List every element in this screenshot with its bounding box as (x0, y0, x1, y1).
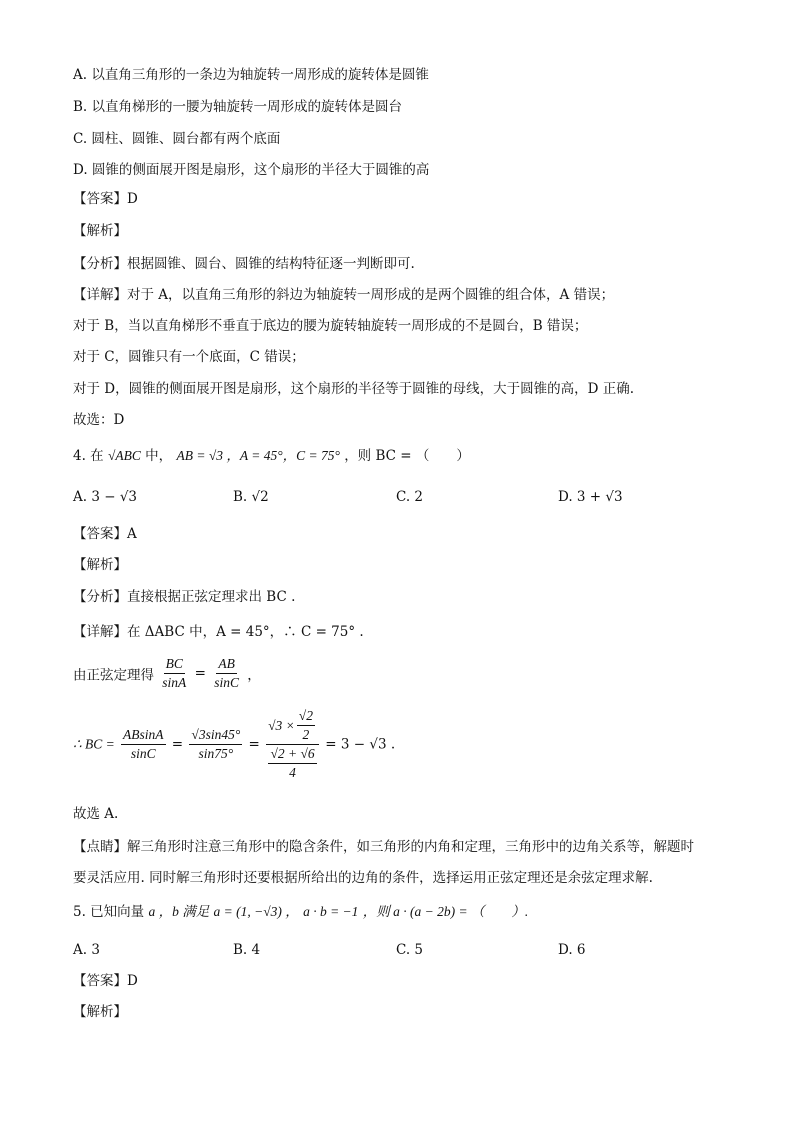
q3-xiangjie-line (73, 286, 614, 304)
equals-sign: = (171, 736, 184, 753)
calc-f1-den: sinC (130, 746, 156, 761)
law-rhs-fraction (212, 655, 241, 692)
fenxi-label: 【分析】 (73, 589, 127, 605)
calc-fraction-2 (189, 726, 242, 763)
q4-conclusion: 故选 A. (73, 806, 119, 822)
q3-option-c: C. 圆柱、圆锥、圆台都有两个底面 (73, 131, 281, 147)
answer-value: D (127, 191, 138, 207)
q5-analysis-label: 【解析】 (73, 1004, 127, 1020)
q4-law-of-sines (73, 655, 261, 692)
q3-detail-b: 对于 B，当以直角梯形不垂直于底边的腰为旋转轴旋转一周形成的不是圆台，B 错误； (73, 318, 588, 334)
q3-option-a: A. 以直角三角形的一条边为轴旋转一周形成的旋转体是圆锥 (73, 67, 429, 83)
calc-f3-den (266, 745, 318, 782)
q5-option-a: A. 3 (73, 942, 100, 958)
fenxi-label: 【分析】 (73, 256, 127, 272)
xiangjie-label: 【详解】 (73, 624, 127, 640)
q4-stem-given: AB = √3 ，A = 45°，C = 75° (176, 448, 340, 463)
law-prefix: 由正弦定理得 (73, 667, 154, 684)
calc-f3-inner-den: 2 (302, 727, 310, 742)
q5-option-c: C. 5 (396, 942, 424, 958)
q5-stem-given-a: a = (1, −√3) ， (213, 904, 299, 919)
q5-stem-ask: ，则 a · (a − 2b) = （ ）. (362, 904, 529, 919)
q4-analysis-label: 【解析】 (73, 557, 127, 573)
q4-xiangjie-line (73, 623, 364, 641)
fenxi-text: 直接根据正弦定理求出 BC . (127, 589, 296, 605)
q4-fenxi-line (73, 588, 295, 606)
calc-result: = 3 − √3 . (325, 736, 396, 753)
q5-stem-vectors: a ，b 满足 (148, 904, 210, 919)
dianjing-text-1: 解三角形时注意三角形中的隐含条件，如三角形的内角和定理，三角形中的边角关系等，解题时 (127, 839, 694, 855)
q4-dianjing-line-1 (73, 838, 694, 856)
q4-stem-prefix: 4. 在 (73, 448, 104, 464)
q4-calculation (73, 707, 395, 782)
q3-option-b: B. 以直角梯形的一腰为轴旋转一周形成的旋转体是圆台 (73, 99, 403, 115)
answer-label: 【答案】 (73, 526, 127, 542)
calc-f2-num: √3sin45° (189, 726, 242, 745)
q4-option-a: A. 3 − √3 (73, 489, 138, 505)
q4-option-d: D. 3 + √3 (558, 489, 623, 505)
q4-option-b: B. √2 (233, 489, 269, 505)
answer-label: 【答案】 (73, 191, 127, 207)
calc-f3-num-a: √3 × (268, 717, 295, 733)
calc-fraction-3 (266, 707, 319, 782)
calc-f3-den-num: √2 + √6 (268, 745, 316, 764)
calc-f3-num (266, 707, 319, 745)
law-lhs-den: sinA (162, 675, 187, 690)
law-lhs-num: BC (164, 655, 185, 674)
q5-answer-line (73, 972, 138, 990)
q3-detail-d: 对于 D，圆锥的侧面展开图是扇形，这个扇形的半径等于圆锥的母线，大于圆锥的高，D 正确. (73, 381, 635, 397)
calc-fraction-1 (121, 726, 166, 763)
q4-answer-line (73, 525, 137, 543)
q4-dianjing-line-2: 要灵活应用. 同时解三角形时还要根据所给出的边角的条件，选择运用正弦定理还是余弦定理求解. (73, 870, 653, 886)
xiangjie-text: 对于 A，以直角三角形的斜边为轴旋转一周形成的是两个圆锥的组合体，A 错误； (127, 287, 615, 303)
q5-stem-prefix: 5. 已知向量 (73, 904, 145, 920)
xiangjie-label: 【详解】 (73, 287, 127, 303)
law-lhs-fraction (160, 655, 188, 692)
q3-analysis-label: 【解析】 (73, 223, 127, 239)
q5-option-d: D. 6 (558, 942, 586, 958)
q3-answer-line (73, 190, 138, 208)
q4-stem (73, 447, 470, 465)
calc-f3-den-den: 4 (289, 765, 296, 780)
xiangjie-text: 在 ΔABC 中，A = 45°，∴ C = 75° . (127, 624, 364, 640)
q5-option-b: B. 4 (233, 942, 261, 958)
calc-f2-den: sin75° (198, 746, 234, 761)
q4-option-c: C. 2 (396, 489, 424, 505)
calc-prefix: ∴ BC = (73, 736, 115, 752)
answer-value: A (127, 526, 137, 542)
q4-stem-suffix: ，则 BC = （ ） (344, 448, 470, 464)
q3-conclusion: 故选：D (73, 412, 125, 428)
fenxi-text: 根据圆锥、圆台、圆锥的结构特征逐一判断即可. (127, 256, 415, 272)
equals-sign: = (194, 665, 206, 682)
calc-f3-inner-fraction (297, 707, 315, 744)
equals-sign: = (248, 736, 260, 753)
dianjing-label: 【点睛】 (73, 839, 127, 855)
law-rhs-den: sinC (214, 675, 239, 690)
q3-detail-c: 对于 C，圆锥只有一个底面，C 错误； (73, 349, 305, 365)
answer-label: 【答案】 (73, 973, 127, 989)
q5-stem-given-ab: a · b = −1 (303, 904, 359, 919)
q5-stem (73, 903, 528, 921)
calc-f1-num: ABsinA (121, 726, 166, 745)
calc-f3-inner-num: √2 (297, 707, 315, 726)
q4-stem-mid: 中， (145, 448, 173, 464)
answer-value: D (127, 973, 138, 989)
q4-stem-triangle: √ABC (107, 448, 141, 463)
law-rhs-num: AB (216, 655, 237, 674)
law-suffix: ， (247, 667, 261, 684)
q3-option-d: D. 圆锥的侧面展开图是扇形，这个扇形的半径大于圆锥的高 (73, 162, 430, 178)
q3-fenxi-line (73, 255, 415, 273)
